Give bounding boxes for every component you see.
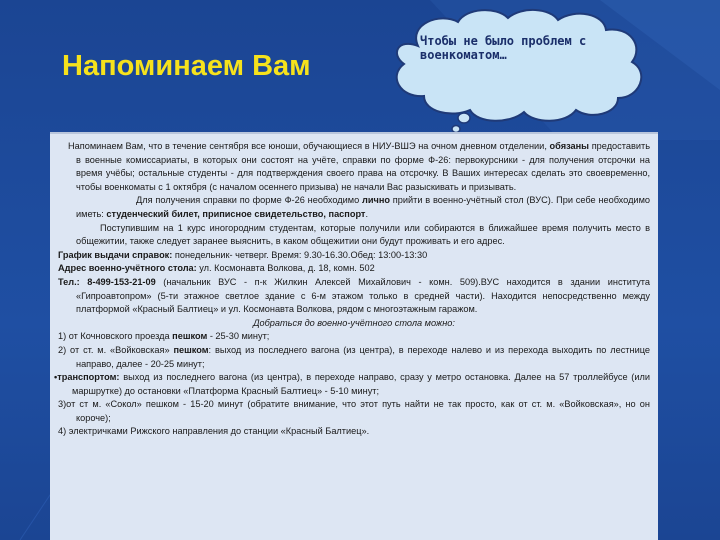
route-2: 2) от ст. м. «Войковская» пешком: выход из последнего вагона (из центра), в переходе налево и из перехода выходить по лестнице направо, далее - 20-25 минут; [58,344,650,369]
route-heading: Добраться до военно-учётного стола можно: [253,317,455,328]
slide-title: Напоминаем Вам [62,50,311,82]
route-2-transport: •транспортом: выход из последнего вагона (из центра), в переходе направо, сразу у метро остановка. Далее на 57 троллейбусе (или маршрутке) до остановки «Платформа Красный Балтиец» - 5-10 минут; [54,372,650,396]
paragraph-intro: Напоминаем Вам, что в течение сентября все юноши, обучающиеся в НИУ-ВШЭ на очном дневном отделении, обязаны предоставить в военные комиссариаты, в которых они состоят на учёте, справки по форме Ф-26: первокурсники - для получения отсрочки на время учёбы; остальные студенты - для подтверждения своего права на отсрочку. В Ваших интересах сделать это своевременно, чтобы военкоматы с 1 октября (с началом осеннего призыва) не начали Вас разыскивать и призывать. [68,141,650,192]
thought-bubble [378,6,668,138]
route-1: 1) от Кочновского проезда пешком - 25-30 минут; [58,331,270,342]
paragraph-how-to-get: Для получения справки по форме Ф-26 необходимо лично прийти в военно-учётный стол (ВУС). При себе необходимо иметь: студенческий билет, приписное свидетельство, паспорт. [76,195,650,219]
phone-line: Тел.: 8-499-153-21-09 (начальник ВУС - п-к Жилкин Алексей Михайлович - комн. 509).ВУС находится в здании института «Гипроавтопром» (5-ти этажное светлое здание с 6-м этажом только в средней части). Находится непосредственно между платформой «Красный Балтиец» и ул. Космонавта Волкова, рядом с многоэтажным гаражом. [58,276,650,315]
thought-bubble-text: Чтобы не было проблем с военкоматом… [420,34,587,62]
paragraph-dormitory: Поступившим на 1 курс иногородним студентам, которые получили или собираются в ближайшее время получить место в общежитии, также следует заранее выяснить, в каком общежитии они будут проживать и его адрес. [76,222,650,247]
phone-number: 8-499-153-21-09 [79,276,156,287]
schedule-line: График выдачи справок: понедельник- четверг. Время: 9.30-16.30.Обед: 13:00-13:30 [58,249,428,260]
address-line: Адрес военно-учётного стола: ул. Космонавта Волкова, д. 18, комн. 502 [58,263,375,274]
route-4: 4) электричками Рижского направления до станции «Красный Балтиец». [58,426,370,437]
content-panel [50,132,658,540]
route-3: 3)от ст м. «Сокол» пешком - 15-20 минут (обратите внимание, что этот путь найти не так просто, как от ст. м. «Войковская», но он короче); [58,399,650,423]
bold-obliged: обязаны [549,141,590,151]
